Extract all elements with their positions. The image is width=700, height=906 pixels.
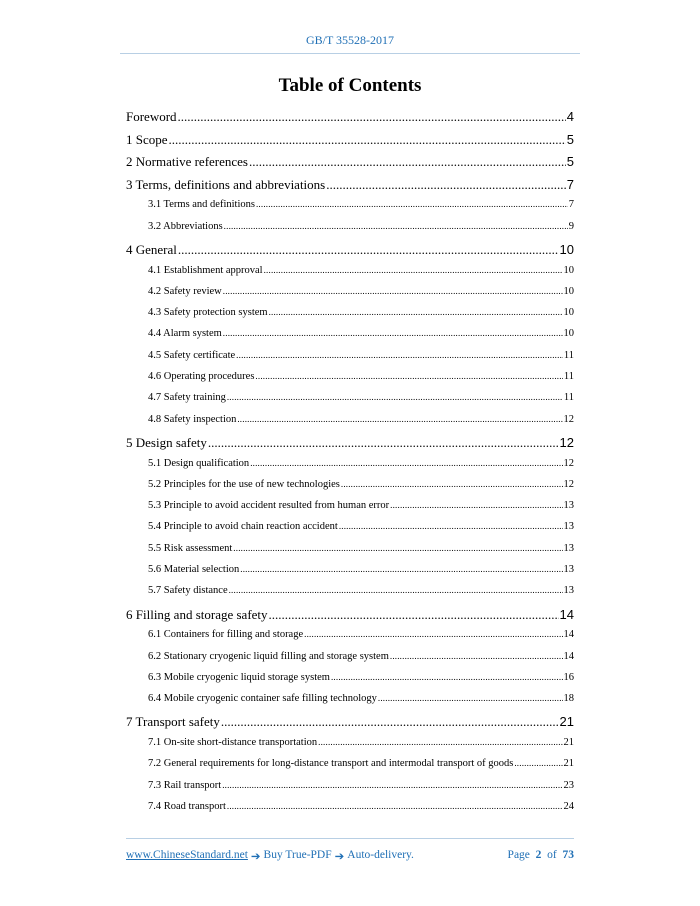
- toc-entry-label: 4.2 Safety review: [148, 285, 222, 297]
- toc-leader-dots: [224, 221, 568, 232]
- toc-leader-dots: [339, 521, 563, 532]
- toc-subentry[interactable]: [126, 265, 574, 286]
- toc-entry-label: 7.4 Road transport: [148, 800, 226, 812]
- footer-divider: [126, 838, 574, 839]
- toc-entry-page: 10: [559, 241, 574, 257]
- toc-leader-dots: [304, 629, 562, 640]
- toc-leader-dots: [249, 154, 566, 170]
- toc-leader-dots: [169, 132, 566, 148]
- toc-leader-dots: [264, 265, 563, 276]
- page-label: Page: [507, 849, 530, 861]
- header-divider: [120, 53, 580, 54]
- toc-subentry[interactable]: [126, 414, 574, 435]
- toc-leader-dots: [178, 109, 566, 125]
- toc-leader-dots: [222, 780, 562, 791]
- toc-entry-label: 4.8 Safety inspection: [148, 413, 237, 425]
- toc-entry-page: 11: [563, 371, 574, 383]
- toc-entry-page: 5: [566, 154, 574, 170]
- toc-entry-page: 21: [559, 714, 574, 730]
- page-current: 2: [535, 849, 542, 861]
- website-link[interactable]: www.ChineseStandard.net: [126, 849, 248, 861]
- toc-leader-dots: [390, 500, 562, 511]
- arrow-right-icon: ➔: [250, 851, 261, 863]
- toc-leader-dots: [318, 737, 562, 748]
- toc-entry[interactable]: [126, 132, 574, 155]
- toc-subentry[interactable]: [126, 585, 574, 606]
- toc-entry[interactable]: [126, 109, 574, 132]
- toc-leader-dots: [250, 458, 562, 469]
- toc-entry-label: 4 General: [126, 241, 177, 257]
- toc-entry-label: 4.4 Alarm system: [148, 328, 222, 340]
- toc-entry-page: 10: [563, 307, 574, 319]
- toc-subentry[interactable]: [126, 350, 574, 371]
- toc-subentry[interactable]: [126, 392, 574, 413]
- toc-entry-label: 4.7 Safety training: [148, 392, 226, 404]
- toc-entry-label: 3.2 Abbreviations: [148, 220, 223, 232]
- toc-subentry[interactable]: [126, 307, 574, 328]
- toc-entry[interactable]: [126, 435, 574, 458]
- toc-entry-page: 11: [563, 349, 574, 361]
- toc-entry-page: 12: [563, 413, 574, 425]
- toc-entry-page: 14: [559, 606, 574, 622]
- toc-leader-dots: [236, 350, 563, 361]
- toc-leader-dots: [221, 714, 559, 730]
- toc-subentry[interactable]: [126, 286, 574, 307]
- toc-entry-label: 3 Terms, definitions and abbreviations: [126, 176, 326, 192]
- toc-entry-label: 4.3 Safety protection system: [148, 307, 268, 319]
- page-title: Table of Contents: [278, 75, 422, 96]
- toc-subentry[interactable]: [126, 629, 574, 650]
- toc-entry-label: 4.5 Safety certificate: [148, 349, 236, 361]
- toc-entry-page: 14: [563, 629, 574, 641]
- toc-subentry[interactable]: [126, 801, 574, 822]
- toc-entry-label: 5.6 Material selection: [148, 564, 240, 576]
- toc-leader-dots: [255, 371, 562, 382]
- toc-entry-label: 5.5 Risk assessment: [148, 542, 233, 554]
- toc-leader-dots: [229, 585, 563, 596]
- toc-entry-page: 14: [563, 650, 574, 662]
- toc-subentry[interactable]: [126, 479, 574, 500]
- toc-entry-page: 13: [563, 500, 574, 512]
- toc-leader-dots: [233, 543, 562, 554]
- toc-entry-page: 21: [563, 736, 574, 748]
- toc-entry[interactable]: [126, 607, 574, 630]
- toc-subentry[interactable]: [126, 758, 574, 779]
- table-of-contents: [126, 109, 574, 822]
- toc-entry-page: 9: [568, 220, 574, 232]
- footer: [126, 849, 574, 863]
- toc-entry-label: 4.6 Operating procedures: [148, 371, 255, 383]
- toc-entry-page: 12: [563, 478, 574, 490]
- buy-pdf-text: Buy True-PDF: [263, 849, 332, 861]
- toc-leader-dots: [178, 242, 559, 258]
- toc-subentry[interactable]: [126, 651, 574, 672]
- toc-leader-dots: [240, 564, 562, 575]
- toc-leader-dots: [227, 392, 563, 403]
- toc-entry-page: 13: [563, 585, 574, 597]
- toc-entry[interactable]: [126, 154, 574, 177]
- toc-entry-label: 5 Design safety: [126, 434, 207, 450]
- toc-subentry[interactable]: [126, 564, 574, 585]
- toc-entry-page: 10: [563, 264, 574, 276]
- toc-entry-label: 6 Filling and storage safety: [126, 606, 268, 622]
- toc-subentry[interactable]: [126, 543, 574, 564]
- toc-entry-label: 5.3 Principle to avoid accident resulted from human error: [148, 500, 390, 512]
- toc-entry-label: 1 Scope: [126, 131, 168, 147]
- toc-entry-label: 2 Normative references: [126, 154, 248, 170]
- toc-subentry[interactable]: [126, 371, 574, 392]
- toc-leader-dots: [514, 758, 562, 769]
- toc-entry-page: 24: [563, 800, 574, 812]
- toc-subentry[interactable]: [126, 500, 574, 521]
- arrow-right-icon: ➔: [334, 851, 345, 863]
- toc-leader-dots: [223, 328, 563, 339]
- toc-entry-page: 12: [559, 434, 574, 450]
- toc-leader-dots: [208, 435, 559, 451]
- toc-entry-label: 7.2 General requirements for long-distance transport and intermodal transport of goods: [148, 758, 514, 770]
- toc-entry[interactable]: [126, 714, 574, 737]
- toc-entry-page: 12: [563, 457, 574, 469]
- toc-entry-label: 7 Transport safety: [126, 714, 220, 730]
- toc-entry-label: 3.1 Terms and definitions: [148, 199, 255, 211]
- toc-entry-page: 10: [563, 285, 574, 297]
- toc-leader-dots: [269, 607, 559, 623]
- toc-leader-dots: [227, 801, 563, 812]
- toc-leader-dots: [331, 672, 563, 683]
- toc-entry[interactable]: [126, 242, 574, 265]
- toc-entry[interactable]: [126, 177, 574, 200]
- toc-entry-label: 6.2 Stationary cryogenic liquid filling and storage system: [148, 650, 389, 662]
- toc-entry-page: 7: [566, 176, 574, 192]
- toc-entry-label: 6.3 Mobile cryogenic liquid storage system: [148, 671, 330, 683]
- toc-entry-label: 6.4 Mobile cryogenic container safe filling technology: [148, 693, 377, 705]
- toc-subentry[interactable]: [126, 458, 574, 479]
- toc-leader-dots: [326, 177, 566, 193]
- toc-subentry[interactable]: [126, 672, 574, 693]
- toc-subentry[interactable]: [126, 328, 574, 349]
- toc-entry-label: 7.1 On-site short-distance transportation: [148, 736, 318, 748]
- toc-entry-label: 5.2 Principles for the use of new technologies: [148, 478, 340, 490]
- toc-entry-label: 4.1 Establishment approval: [148, 264, 263, 276]
- page-of-label: of: [547, 849, 557, 861]
- toc-subentry[interactable]: [126, 521, 574, 542]
- document-code-header: GB/T 35528-2017: [305, 33, 395, 47]
- toc-entry-label: 5.4 Principle to avoid chain reaction accident: [148, 521, 338, 533]
- toc-entry-page: 23: [563, 779, 574, 791]
- toc-entry-page: 5: [566, 131, 574, 147]
- toc-entry-page: 10: [563, 328, 574, 340]
- toc-leader-dots: [237, 414, 562, 425]
- toc-leader-dots: [390, 651, 563, 662]
- auto-delivery-text: Auto-delivery.: [347, 849, 414, 861]
- toc-entry-label: 5.1 Design qualification: [148, 457, 250, 469]
- toc-entry-label: 7.3 Rail transport: [148, 779, 222, 791]
- toc-entry-page: 13: [563, 521, 574, 533]
- toc-leader-dots: [256, 199, 568, 210]
- toc-entry-page: 16: [563, 671, 574, 683]
- toc-entry-page: 4: [566, 109, 574, 124]
- toc-entry-label: 5.7 Safety distance: [148, 585, 228, 597]
- page-total: 73: [562, 849, 574, 861]
- toc-entry-page: 7: [568, 199, 574, 211]
- toc-leader-dots: [378, 693, 563, 704]
- toc-entry-label: Foreword: [126, 109, 177, 124]
- page-indicator: [508, 849, 574, 863]
- toc-subentry[interactable]: [126, 737, 574, 758]
- toc-subentry[interactable]: [126, 693, 574, 714]
- toc-entry-page: 11: [563, 392, 574, 404]
- toc-entry-label: 6.1 Containers for filling and storage: [148, 629, 304, 641]
- toc-entry-page: 18: [563, 693, 574, 705]
- toc-subentry[interactable]: [126, 199, 574, 220]
- toc-entry-page: 13: [563, 564, 574, 576]
- toc-leader-dots: [269, 307, 563, 318]
- toc-leader-dots: [223, 286, 563, 297]
- toc-subentry[interactable]: [126, 221, 574, 242]
- toc-leader-dots: [341, 479, 563, 490]
- toc-subentry[interactable]: [126, 780, 574, 801]
- toc-entry-page: 21: [563, 758, 574, 770]
- toc-entry-page: 13: [563, 542, 574, 554]
